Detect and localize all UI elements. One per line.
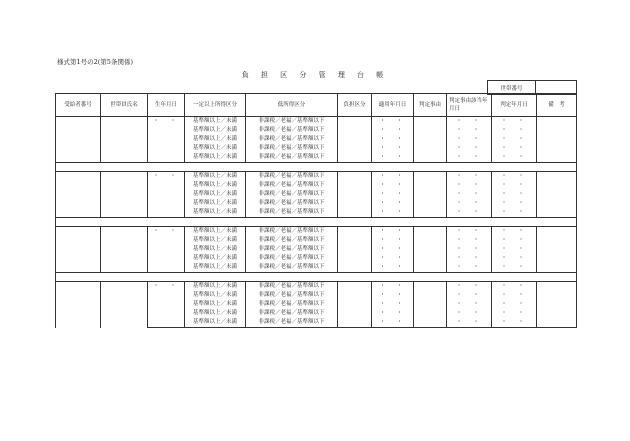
income-class-cell[interactable]: 基準額以上／未満 xyxy=(185,153,246,163)
burden-class-cell[interactable] xyxy=(338,181,372,190)
remarks-cell[interactable] xyxy=(537,208,577,218)
remarks-cell[interactable] xyxy=(537,190,577,199)
burden-class-cell[interactable] xyxy=(338,236,372,245)
household-number-label: 世帯番号 xyxy=(488,81,536,95)
header-income-class: 一定以上所得区分 xyxy=(185,94,246,117)
reason-date-cell[interactable]: ・ ・ xyxy=(447,117,492,127)
apply-date-cell[interactable]: ・ ・ xyxy=(372,236,414,245)
birth-date-cell[interactable] xyxy=(148,254,185,263)
income-class-cell[interactable]: 基準額以上／未満 xyxy=(185,263,246,273)
reason-date-cell[interactable]: ・ ・ xyxy=(447,282,492,292)
remarks-cell[interactable] xyxy=(537,300,577,309)
burden-class-cell[interactable] xyxy=(338,318,372,328)
apply-date-cell[interactable]: ・ ・ xyxy=(372,172,414,182)
judge-reason-cell[interactable] xyxy=(414,291,447,300)
apply-date-cell[interactable]: ・ ・ xyxy=(372,117,414,127)
reason-date-cell[interactable]: ・ ・ xyxy=(447,309,492,318)
group-separator-cell xyxy=(56,218,577,227)
income-class-cell[interactable]: 基準額以上／未満 xyxy=(185,199,246,208)
remarks-cell[interactable] xyxy=(537,291,577,300)
income-class-cell[interactable]: 基準額以上／未満 xyxy=(185,227,246,237)
low-income-class-cell[interactable]: 非課税／老福／基準額以下 xyxy=(246,199,338,208)
burden-class-cell[interactable] xyxy=(338,144,372,153)
judge-reason-cell[interactable] xyxy=(414,263,447,273)
burden-class-cell[interactable] xyxy=(338,245,372,254)
apply-date-cell[interactable]: ・ ・ xyxy=(372,153,414,163)
header-row xyxy=(56,94,577,117)
judge-date-cell[interactable]: ・ ・ xyxy=(492,236,537,245)
group-separator-cell xyxy=(56,273,577,282)
judge-date-cell[interactable]: ・ ・ xyxy=(492,208,537,218)
judge-reason-cell[interactable] xyxy=(414,172,447,182)
burden-class-cell[interactable] xyxy=(338,208,372,218)
judge-reason-cell[interactable] xyxy=(414,190,447,199)
reason-date-cell[interactable]: ・ ・ xyxy=(447,254,492,263)
ledger-row xyxy=(56,282,577,292)
income-class-cell[interactable]: 基準額以上／未満 xyxy=(185,245,246,254)
header-burden-class: 負担区分 xyxy=(338,94,372,117)
remarks-cell[interactable] xyxy=(537,126,577,135)
low-income-class-cell[interactable]: 非課税／老福／基準額以下 xyxy=(246,236,338,245)
ledger-row xyxy=(56,117,577,127)
member-name-cell[interactable] xyxy=(101,172,148,218)
low-income-class-cell[interactable]: 非課税／老福／基準額以下 xyxy=(246,135,338,144)
ledger-row xyxy=(56,227,577,237)
income-class-cell[interactable]: 基準額以上／未満 xyxy=(185,181,246,190)
birth-date-cell[interactable] xyxy=(148,245,185,254)
header-recipient-number: 受給者番号 xyxy=(56,94,101,117)
birth-date-cell[interactable] xyxy=(148,236,185,245)
header-low-income-class: 低所得区分 xyxy=(246,94,338,117)
birth-date-cell[interactable] xyxy=(148,309,185,318)
birth-date-cell[interactable]: ・ ・ xyxy=(148,172,185,182)
low-income-class-cell[interactable]: 非課税／老福／基準額以下 xyxy=(246,300,338,309)
income-class-cell[interactable]: 基準額以上／未満 xyxy=(185,190,246,199)
group-separator xyxy=(56,218,577,227)
header-reason-date: 判定事由該当年月日 xyxy=(447,94,492,117)
recipient-number-cell[interactable] xyxy=(56,117,101,163)
income-class-cell[interactable]: 基準額以上／未満 xyxy=(185,172,246,182)
low-income-class-cell[interactable]: 非課税／老福／基準額以下 xyxy=(246,282,338,292)
low-income-class-cell[interactable]: 非課税／老福／基準額以下 xyxy=(246,181,338,190)
income-class-cell[interactable]: 基準額以上／未満 xyxy=(185,117,246,127)
apply-date-cell[interactable]: ・ ・ xyxy=(372,227,414,237)
remarks-cell[interactable] xyxy=(537,135,577,144)
judge-date-cell[interactable]: ・ ・ xyxy=(492,318,537,328)
low-income-class-cell[interactable]: 非課税／老福／基準額以下 xyxy=(246,153,338,163)
burden-class-cell[interactable] xyxy=(338,199,372,208)
judge-date-cell[interactable]: ・ ・ xyxy=(492,172,537,182)
low-income-class-cell[interactable]: 非課税／老福／基準額以下 xyxy=(246,172,338,182)
burden-class-cell[interactable] xyxy=(338,282,372,292)
reason-date-cell[interactable]: ・ ・ xyxy=(447,263,492,273)
burden-class-cell[interactable] xyxy=(338,291,372,300)
income-class-cell[interactable]: 基準額以上／未満 xyxy=(185,300,246,309)
reason-date-cell[interactable]: ・ ・ xyxy=(447,144,492,153)
judge-reason-cell[interactable] xyxy=(414,309,447,318)
apply-date-cell[interactable]: ・ ・ xyxy=(372,199,414,208)
birth-date-cell[interactable] xyxy=(148,144,185,153)
reason-date-cell[interactable]: ・ ・ xyxy=(447,153,492,163)
apply-date-cell[interactable]: ・ ・ xyxy=(372,263,414,273)
judge-reason-cell[interactable] xyxy=(414,318,447,328)
income-class-cell[interactable]: 基準額以上／未満 xyxy=(185,135,246,144)
remarks-cell[interactable] xyxy=(537,172,577,182)
judge-date-cell[interactable]: ・ ・ xyxy=(492,199,537,208)
remarks-cell[interactable] xyxy=(537,263,577,273)
low-income-class-cell[interactable]: 非課税／老福／基準額以下 xyxy=(246,245,338,254)
burden-class-cell[interactable] xyxy=(338,254,372,263)
remarks-cell[interactable] xyxy=(537,282,577,292)
remarks-cell[interactable] xyxy=(537,117,577,127)
burden-class-cell[interactable] xyxy=(338,263,372,273)
remarks-cell[interactable] xyxy=(537,309,577,318)
reason-date-cell[interactable]: ・ ・ xyxy=(447,172,492,182)
judge-reason-cell[interactable] xyxy=(414,144,447,153)
burden-class-cell[interactable] xyxy=(338,126,372,135)
low-income-class-cell[interactable]: 非課税／老福／基準額以下 xyxy=(246,263,338,273)
low-income-class-cell[interactable]: 非課税／老福／基準額以下 xyxy=(246,117,338,127)
ledger-row xyxy=(56,172,577,182)
low-income-class-cell[interactable]: 非課税／老福／基準額以下 xyxy=(246,144,338,153)
judge-date-cell[interactable]: ・ ・ xyxy=(492,135,537,144)
judge-reason-cell[interactable] xyxy=(414,300,447,309)
birth-date-cell[interactable] xyxy=(148,190,185,199)
birth-date-cell[interactable]: ・ ・ xyxy=(148,227,185,237)
low-income-class-cell[interactable]: 非課税／老福／基準額以下 xyxy=(246,126,338,135)
apply-date-cell[interactable]: ・ ・ xyxy=(372,300,414,309)
birth-date-cell[interactable] xyxy=(148,135,185,144)
apply-date-cell[interactable]: ・ ・ xyxy=(372,282,414,292)
remarks-cell[interactable] xyxy=(537,318,577,328)
group-separator xyxy=(56,273,577,282)
judge-date-cell[interactable]: ・ ・ xyxy=(492,282,537,292)
apply-date-cell[interactable]: ・ ・ xyxy=(372,135,414,144)
burden-class-cell[interactable] xyxy=(338,190,372,199)
ledger-body xyxy=(56,117,577,328)
income-class-cell[interactable]: 基準額以上／未満 xyxy=(185,144,246,153)
judge-date-cell[interactable]: ・ ・ xyxy=(492,181,537,190)
apply-date-cell[interactable]: ・ ・ xyxy=(372,181,414,190)
judge-reason-cell[interactable] xyxy=(414,254,447,263)
low-income-class-cell[interactable]: 非課税／老福／基準額以下 xyxy=(246,227,338,237)
judge-date-cell[interactable]: ・ ・ xyxy=(492,190,537,199)
remarks-cell[interactable] xyxy=(537,199,577,208)
judge-reason-cell[interactable] xyxy=(414,199,447,208)
burden-class-cell[interactable] xyxy=(338,135,372,144)
low-income-class-cell[interactable]: 非課税／老福／基準額以下 xyxy=(246,190,338,199)
income-class-cell[interactable]: 基準額以上／未満 xyxy=(185,254,246,263)
ledger-table xyxy=(55,93,577,328)
group-separator-cell xyxy=(56,163,577,172)
judge-date-cell[interactable]: ・ ・ xyxy=(492,291,537,300)
judge-date-cell[interactable]: ・ ・ xyxy=(492,144,537,153)
burden-class-cell[interactable] xyxy=(338,300,372,309)
birth-date-cell[interactable] xyxy=(148,153,185,163)
reason-date-cell[interactable]: ・ ・ xyxy=(447,318,492,328)
header-birth-date: 生年月日 xyxy=(148,94,185,117)
low-income-class-cell[interactable]: 非課税／老福／基準額以下 xyxy=(246,208,338,218)
judge-date-cell[interactable]: ・ ・ xyxy=(492,126,537,135)
income-class-cell[interactable]: 基準額以上／未満 xyxy=(185,291,246,300)
member-name-cell[interactable] xyxy=(101,282,148,328)
low-income-class-cell[interactable]: 非課税／老福／基準額以下 xyxy=(246,291,338,300)
reason-date-cell[interactable]: ・ ・ xyxy=(447,236,492,245)
judge-date-cell[interactable]: ・ ・ xyxy=(492,300,537,309)
judge-reason-cell[interactable] xyxy=(414,126,447,135)
judge-date-cell[interactable]: ・ ・ xyxy=(492,117,537,127)
birth-date-cell[interactable] xyxy=(148,126,185,135)
reason-date-cell[interactable]: ・ ・ xyxy=(447,227,492,237)
header-remarks: 備 考 xyxy=(537,94,577,117)
income-class-cell[interactable]: 基準額以上／未満 xyxy=(185,126,246,135)
apply-date-cell[interactable]: ・ ・ xyxy=(372,291,414,300)
remarks-cell[interactable] xyxy=(537,144,577,153)
remarks-cell[interactable] xyxy=(537,227,577,237)
header-member-name: 世帯員氏名 xyxy=(101,94,148,117)
apply-date-cell[interactable]: ・ ・ xyxy=(372,144,414,153)
judge-date-cell[interactable]: ・ ・ xyxy=(492,227,537,237)
income-class-cell[interactable]: 基準額以上／未満 xyxy=(185,309,246,318)
judge-reason-cell[interactable] xyxy=(414,135,447,144)
judge-date-cell[interactable]: ・ ・ xyxy=(492,153,537,163)
reason-date-cell[interactable]: ・ ・ xyxy=(447,208,492,218)
header-apply-date: 適用年月日 xyxy=(372,94,414,117)
judge-reason-cell[interactable] xyxy=(414,282,447,292)
reason-date-cell[interactable]: ・ ・ xyxy=(447,199,492,208)
group-separator xyxy=(56,163,577,172)
birth-date-cell[interactable] xyxy=(148,181,185,190)
judge-reason-cell[interactable] xyxy=(414,117,447,127)
recipient-number-cell[interactable] xyxy=(56,172,101,218)
remarks-cell[interactable] xyxy=(537,245,577,254)
birth-date-cell[interactable] xyxy=(148,291,185,300)
burden-class-cell[interactable] xyxy=(338,172,372,182)
burden-class-cell[interactable] xyxy=(338,117,372,127)
ledger-title: 負 担 区 分 管 理 台 帳 xyxy=(241,71,389,79)
apply-date-cell[interactable]: ・ ・ xyxy=(372,126,414,135)
apply-date-cell[interactable]: ・ ・ xyxy=(372,245,414,254)
apply-date-cell[interactable]: ・ ・ xyxy=(372,254,414,263)
remarks-cell[interactable] xyxy=(537,153,577,163)
income-class-cell[interactable]: 基準額以上／未満 xyxy=(185,208,246,218)
birth-date-cell[interactable]: ・ ・ xyxy=(148,282,185,292)
burden-class-cell[interactable] xyxy=(338,309,372,318)
apply-date-cell[interactable]: ・ ・ xyxy=(372,309,414,318)
burden-class-cell[interactable] xyxy=(338,153,372,163)
judge-date-cell[interactable]: ・ ・ xyxy=(492,245,537,254)
income-class-cell[interactable]: 基準額以上／未満 xyxy=(185,236,246,245)
member-name-cell[interactable] xyxy=(101,227,148,273)
birth-date-cell[interactable]: ・ ・ xyxy=(148,117,185,127)
member-name-cell[interactable] xyxy=(101,117,148,163)
income-class-cell[interactable]: 基準額以上／未満 xyxy=(185,318,246,328)
form-number: 様式第1号の2(第5条関係) xyxy=(57,58,133,66)
reason-date-cell[interactable]: ・ ・ xyxy=(447,126,492,135)
judge-date-cell[interactable]: ・ ・ xyxy=(492,254,537,263)
birth-date-cell[interactable] xyxy=(148,263,185,273)
judge-reason-cell[interactable] xyxy=(414,208,447,218)
header-judge-date: 判定年月日 xyxy=(492,94,537,117)
apply-date-cell[interactable]: ・ ・ xyxy=(372,190,414,199)
judge-date-cell[interactable]: ・ ・ xyxy=(492,309,537,318)
reason-date-cell[interactable]: ・ ・ xyxy=(447,190,492,199)
reason-date-cell[interactable]: ・ ・ xyxy=(447,291,492,300)
apply-date-cell[interactable]: ・ ・ xyxy=(372,208,414,218)
burden-class-cell[interactable] xyxy=(338,227,372,237)
low-income-class-cell[interactable]: 非課税／老福／基準額以下 xyxy=(246,318,338,328)
judge-reason-cell[interactable] xyxy=(414,236,447,245)
reason-date-cell[interactable]: ・ ・ xyxy=(447,181,492,190)
birth-date-cell[interactable] xyxy=(148,208,185,218)
recipient-number-cell[interactable] xyxy=(56,227,101,273)
judge-reason-cell[interactable] xyxy=(414,245,447,254)
low-income-class-cell[interactable]: 非課税／老福／基準額以下 xyxy=(246,254,338,263)
reason-date-cell[interactable]: ・ ・ xyxy=(447,300,492,309)
low-income-class-cell[interactable]: 非課税／老福／基準額以下 xyxy=(246,309,338,318)
judge-reason-cell[interactable] xyxy=(414,227,447,237)
reason-date-cell[interactable]: ・ ・ xyxy=(447,245,492,254)
apply-date-cell[interactable]: ・ ・ xyxy=(372,318,414,328)
remarks-cell[interactable] xyxy=(537,181,577,190)
income-class-cell[interactable]: 基準額以上／未満 xyxy=(185,282,246,292)
recipient-number-cell[interactable] xyxy=(56,282,101,328)
birth-date-cell[interactable] xyxy=(148,300,185,309)
header-judge-reason: 判定事由 xyxy=(414,94,447,117)
remarks-cell[interactable] xyxy=(537,236,577,245)
judge-reason-cell[interactable] xyxy=(414,181,447,190)
birth-date-cell[interactable] xyxy=(148,199,185,208)
judge-reason-cell[interactable] xyxy=(414,153,447,163)
judge-date-cell[interactable]: ・ ・ xyxy=(492,263,537,273)
birth-date-cell[interactable] xyxy=(148,318,185,328)
remarks-cell[interactable] xyxy=(537,254,577,263)
reason-date-cell[interactable]: ・ ・ xyxy=(447,135,492,144)
